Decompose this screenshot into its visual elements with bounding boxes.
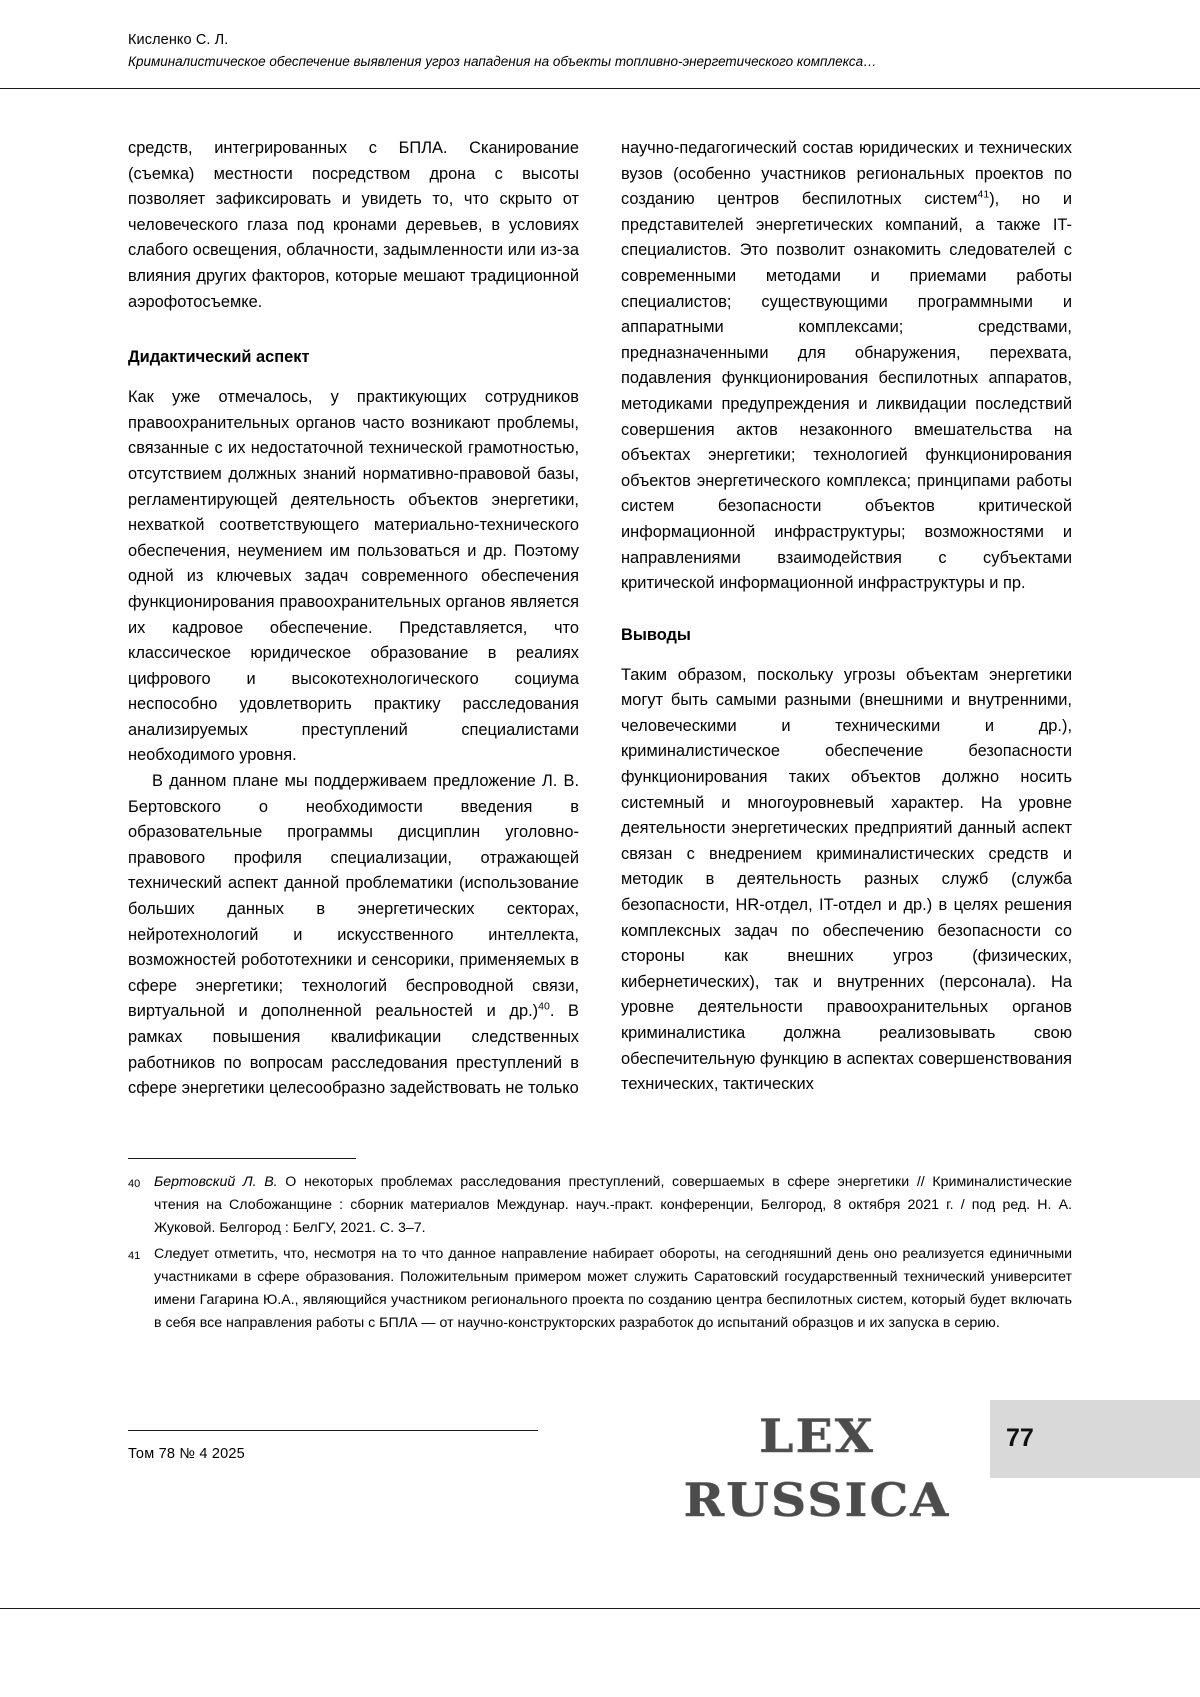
section-heading-conclusions: Выводы: [621, 625, 691, 644]
footnote-item: [128, 1171, 1072, 1240]
left-paragraph-3-text-b: . В рамках повышения квалификации следственных работников по вопросам расследования преступлений в сфере энергетики целесообразно задействовать не только: [128, 1002, 579, 1098]
right-column: [621, 136, 1072, 1102]
body-columns: [128, 136, 1072, 1102]
journal-logo: LEX RUSSICA: [683, 1409, 951, 1527]
footnote-author: Бертовский Л. В.: [154, 1174, 278, 1190]
footnotes-block: [128, 1158, 1072, 1338]
footnote-divider: [128, 1158, 356, 1159]
running-head: [128, 30, 1072, 72]
footnote-ref-40: 40: [538, 1000, 550, 1013]
running-head-article-title: Криминалистическое обеспечение выявления угроз нападения на объекты топливно-энергетического комплекса…: [128, 54, 877, 69]
footnote-body: О некоторых проблемах расследования преступлений, совершаемых в сфере энергетики // Криминалистические чтения на Слобожанщине : сборник материалов Междунар. науч.-практ. конференции, Белгород, 8 октября 2021 г. / под ред. Н. А. Жуковой. Белгород : БелГУ, 2021. С. 3–7.: [154, 1174, 1072, 1236]
right-paragraph-1-text-a: научно-педагогический состав юридических и технических вузов (особенно участников региональных проектов по созданию центров беспилотных систем: [621, 139, 1072, 209]
left-column: [128, 136, 579, 1102]
footnote-ref-41: 41: [977, 188, 990, 201]
left-paragraph-2: Как уже отмечалось, у практикующих сотрудников правоохранительных органов часто возникают проблемы, связанные с их недостаточной технической грамотностью, отсутствием должных знаний нормативно-правовой базы, регламентирующей деятельность объектов энергетики, нехваткой соответствующего материально-технического обеспечения, неумением им пользоваться и др. Поэтому одной из ключевых задач современного обеспечения функционирования правоохранительных органов является их кадровое обеспечение. Представляется, что классическое юридическое образование в реалиях цифрового и высокотехнологического социума неспособно удовлетворить практику расследования анализируемых преступлений специалистами необходимого уровня.: [128, 388, 579, 765]
right-paragraph-1-text-b: ), но и представителей энергетических компаний, а также IT-специалистов. Это позволит ознакомить следователей с современными методами и приемами работы специалистов; существующими программными и аппаратными комплексами; средствами, предназначенными для обнаружения, перехвата, подавления функционирования беспилотных аппаратов, методиками предупреждения и ликвидации последствий совершения актов незаконного вмешательства на объектах энергетики; технологией функционирования объектов энергетического комплекса; принципами работы систем безопасности объектов критической информационной инфраструктуры; возможностями и направлениями взаимодействия с субъектами критической информационной инфраструктуры и пр.: [621, 190, 1072, 593]
header-divider: [0, 88, 1200, 89]
left-paragraph-3-text-a: В данном плане мы поддерживаем предложение Л. В. Бертовского о необходимости введения в образовательные программы дисциплин уголовно-правового профиля специализации, отражающей технический аспект данной проблематики (использование больших данных в энергетических секторах, нейротехнологий и искусственного интеллекта, возможностей робототехники и сенсорики, применяемых в сфере энергетики; технологий беспроводной связи, виртуальной и дополненной реальностей и др.): [128, 772, 579, 1021]
right-paragraph-2: Таким образом, поскольку угрозы объектам энергетики могут быть самыми разными (внешними и внутренними, человеческими и техническими и др.), криминалистическое обеспечение безопасности функционирования таких объектов должно носить системный и многоуровневый характер. На уровне деятельности энергетических предприятий данный аспект связан с внедрением криминалистических средств и методик в деятельность разных служб (служба безопасности, HR-отдел, IT-отдел и др.) в целях решения комплексных задач по обеспечению безопасности со стороны как внешних угроз (физических, кибернетических), так и внутренних (персонала). На уровне деятельности правоохранительных органов криминалистика должна реализовывать свою обеспечительную функцию в аспектах совершенствования технических, тактических: [621, 665, 1072, 1094]
footer-divider: [128, 1430, 538, 1431]
section-heading-didactic: Дидактический аспект: [128, 348, 310, 367]
footnote-item: [128, 1243, 1072, 1335]
right-paragraph-1: [621, 136, 1072, 597]
page-number: 77: [1006, 1424, 1034, 1452]
footnote-number: 41: [128, 1250, 141, 1262]
running-head-author: Кисленко С. Л.: [128, 32, 229, 48]
left-paragraph-1: средств, интегрированных с БПЛА. Сканирование (съемка) местности посредством дрона с высоты позволяет зафиксировать и увидеть то, что скрыто от человеческого глаза под кронами деревьев, в условиях слабого освещения, облачности, задымленности или из-за влияния других факторов, которые мешают традиционной аэрофотосъемке.: [128, 139, 579, 311]
footnote-text: [154, 1171, 1072, 1240]
issue-info: Том 78 № 4 2025: [128, 1446, 245, 1462]
footnote-body: Следует отметить, что, несмотря на то что данное направление набирает обороты, на сегодняшний день оно реализуется единичными участниками в сфере образования. Положительным примером может служить Саратовский государственный технический университет имени Гагарина Ю.А., являющийся участником регионального проекта по созданию центра беспилотных систем, который будет включать в себя все направления работы с БПЛА — от научно-конструкторских разработок до испытаний образцов и их запуска в серию.: [154, 1246, 1072, 1331]
footnote-text: [154, 1243, 1072, 1335]
footer-bottom-divider: [0, 1608, 1200, 1609]
footnote-number: 40: [128, 1178, 141, 1190]
left-paragraph-3: [128, 769, 579, 1102]
